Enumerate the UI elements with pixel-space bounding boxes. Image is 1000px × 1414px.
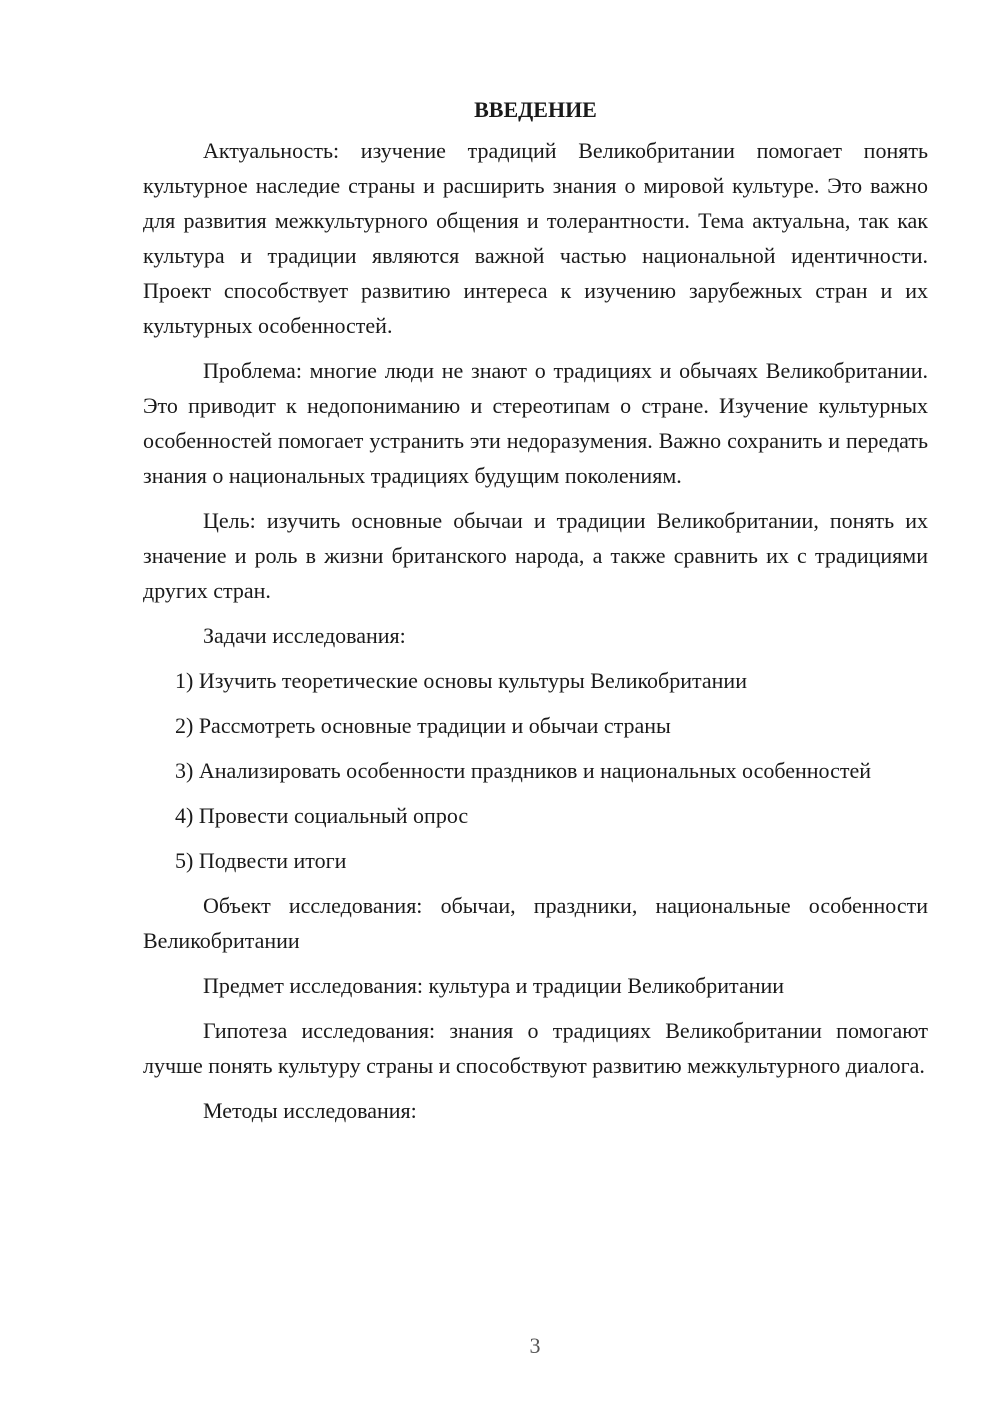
task-item: 2) Рассмотреть основные традиции и обычаи страны: [175, 713, 671, 738]
task-item: 5) Подвести итоги: [175, 848, 347, 873]
task-item: 1) Изучить теоретические основы культуры Великобритании: [175, 668, 747, 693]
task-item: 4) Провести социальный опрос: [175, 803, 469, 828]
paragraph-hypothesis: Гипотеза исследования: знания о традициях Великобритании помогают лучше понять культуру страны и способствуют развитию межкультурного диалога.: [143, 1018, 928, 1078]
section-title: ВВЕДЕНИЕ: [474, 97, 597, 122]
document-body: [143, 92, 928, 1138]
paragraph-relevance: Актуальность: изучение традиций Великобритании помогает понять культурное наследие страны и расширить знания о мировой культуре. Это важно для развития межкультурного общения и толерантности. Тема актуальна, так как культура и традиции являются важной частью национальной идентичности. Проект способствует развитию интереса к изучению зарубежных стран и их культурных особенностей.: [143, 138, 928, 338]
paragraph-tasks-heading: Задачи исследования:: [203, 623, 406, 648]
paragraph-goal: Цель: изучить основные обычаи и традиции Великобритании, понять их значение и роль в жизни британского народа, а также сравнить их с традициями других стран.: [143, 508, 928, 603]
paragraph-subject: Предмет исследования: культура и традиции Великобритании: [203, 973, 785, 998]
paragraph-problem: Проблема: многие люди не знают о традициях и обычаях Великобритании. Это приводит к недопониманию и стереотипам о стране. Изучение культурных особенностей помогает устранить эти недоразумения. Важно сохранить и передать знания о национальных традициях будущим поколениям.: [143, 358, 928, 488]
task-item: 3) Анализировать особенности праздников и национальных особенностей: [175, 758, 872, 783]
paragraph-methods: Методы исследования:: [203, 1098, 417, 1123]
paragraph-object: Объект исследования: обычаи, праздники, национальные особенности Великобритании: [143, 893, 928, 953]
page-number: 3: [529, 1333, 541, 1358]
